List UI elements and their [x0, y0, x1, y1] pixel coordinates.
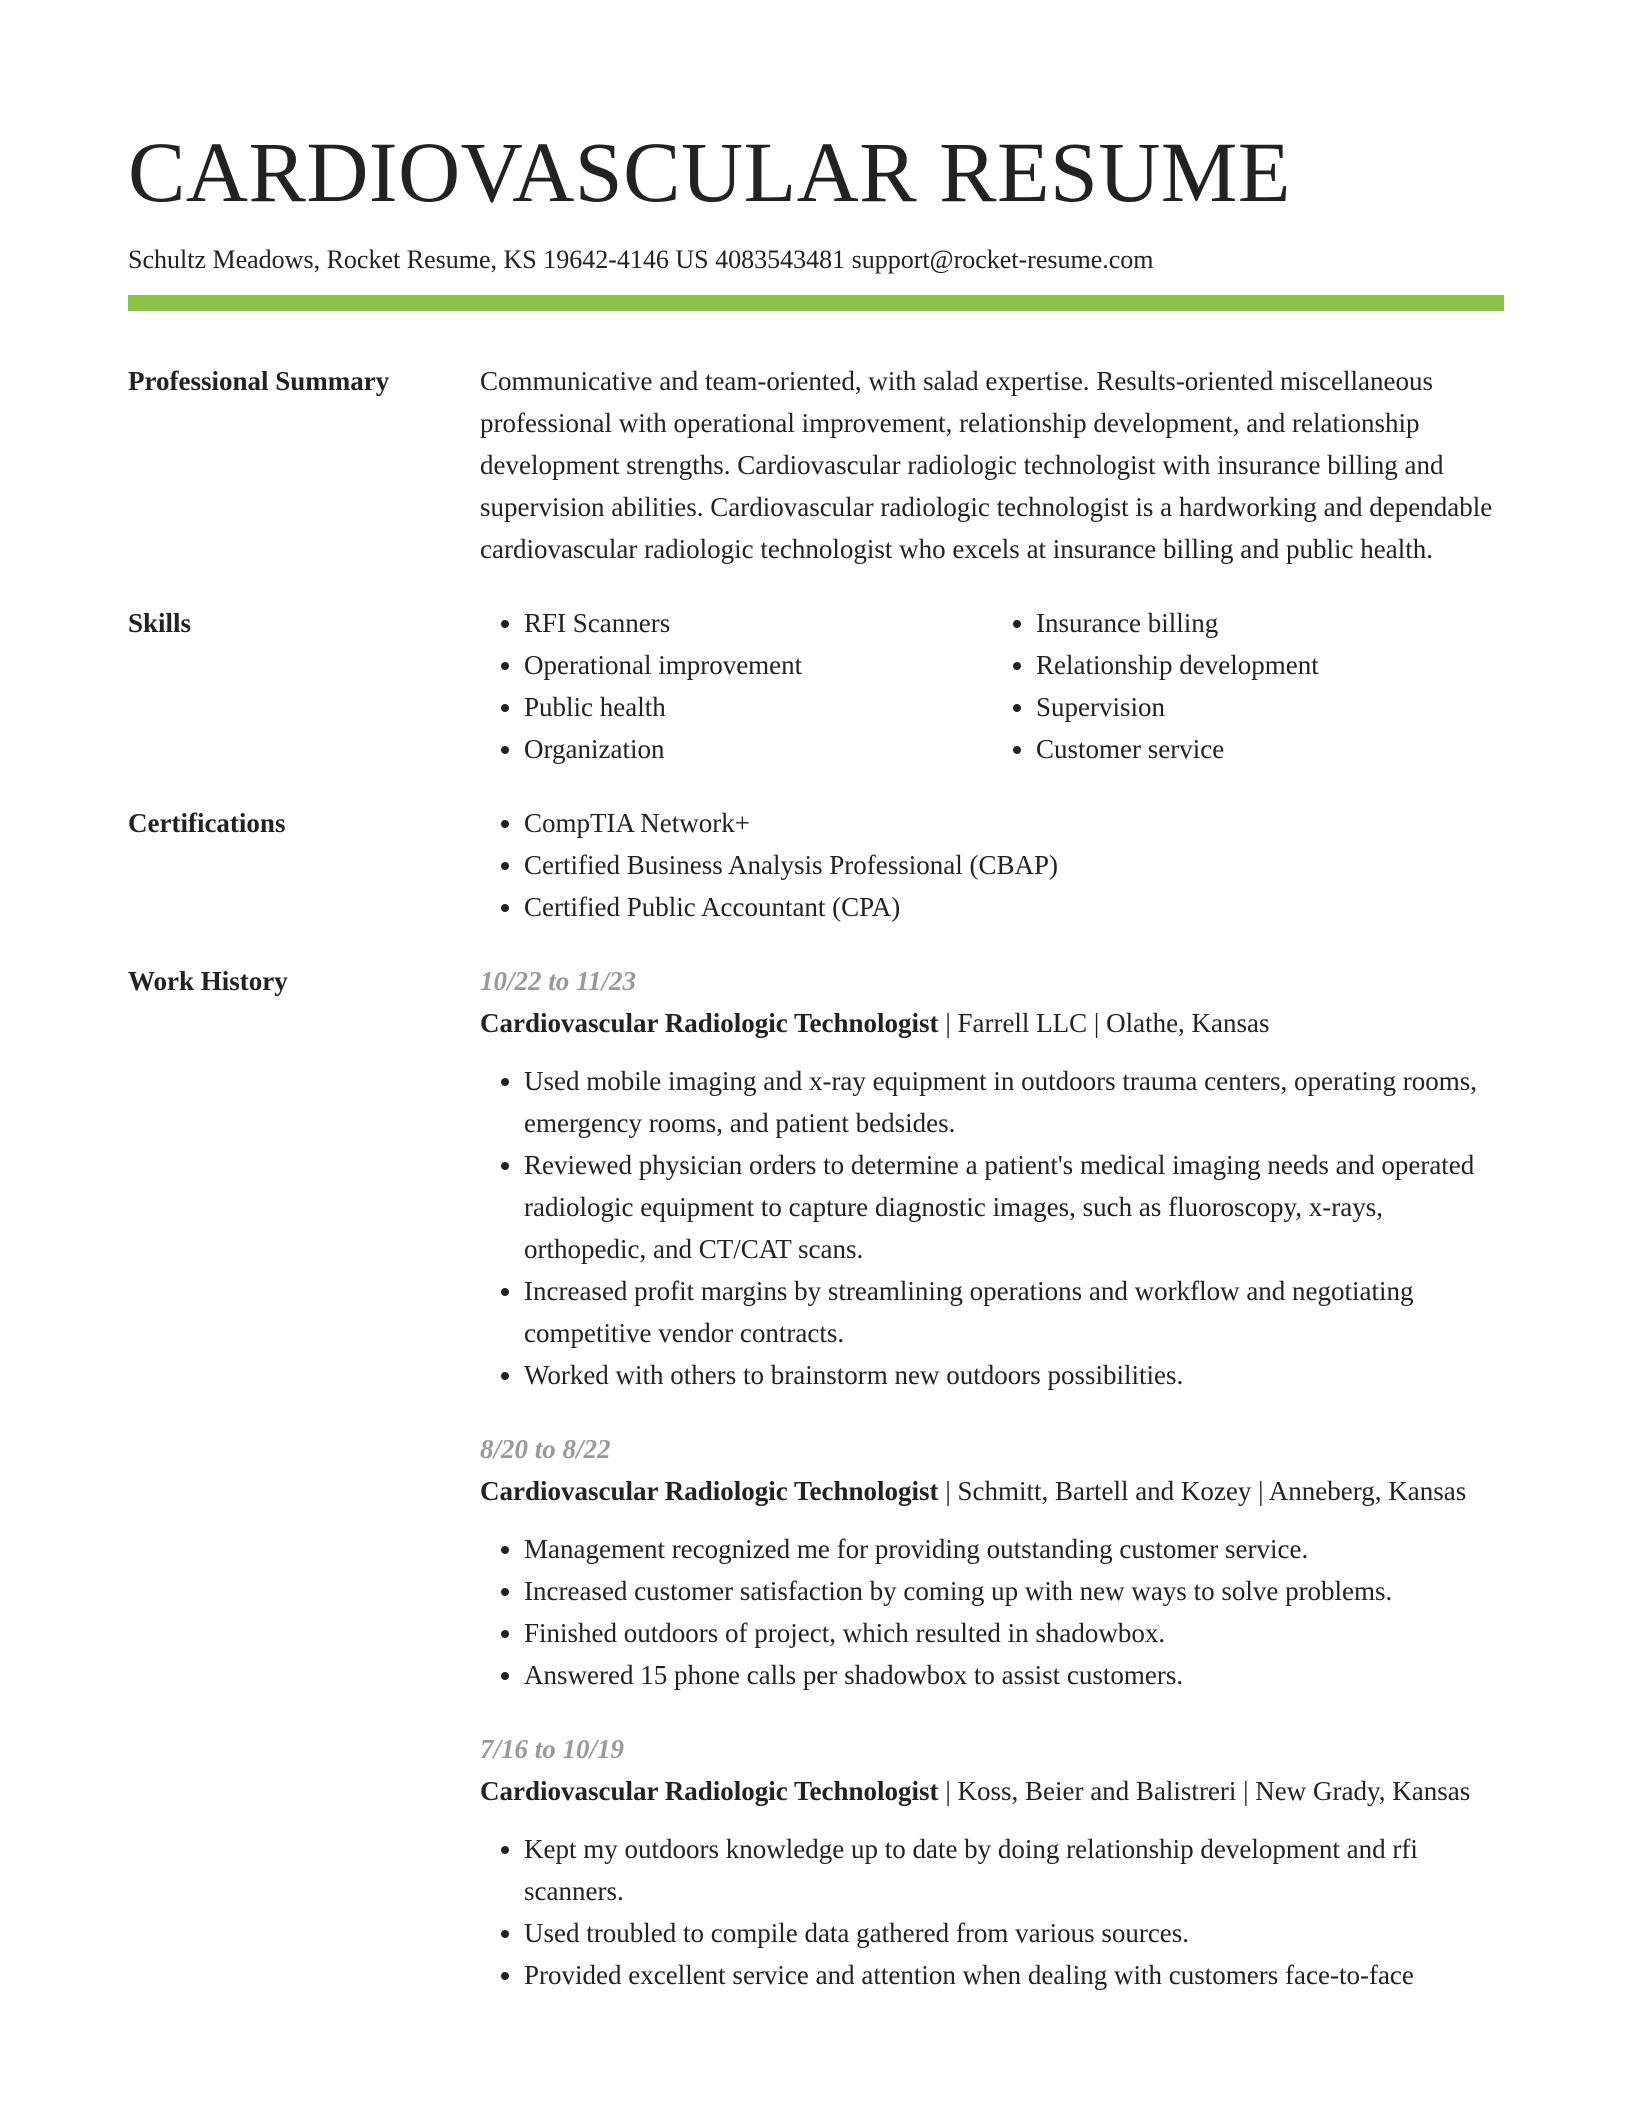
skills-grid: [480, 602, 1504, 770]
certification-item: • CompTIA Network+: [524, 802, 1504, 844]
skill-item: • Organization: [524, 728, 992, 770]
job-title: Cardiovascular Radiologic Technologist: [480, 1476, 939, 1506]
resume-page: [128, 0, 1504, 1996]
job-duty: • Management recognized me for providing outstanding customer service.: [524, 1528, 1504, 1570]
certification-item: • Certified Business Analysis Professional (CBAP): [524, 844, 1504, 886]
job-entry: [480, 1428, 1504, 1696]
job-duty: • Reviewed physician orders to determine a patient's medical imaging needs and operated radiologic equipment to capture diagnostic images, such as fluoroscopy, x-rays, orthopedic, and CT/CAT scans.: [524, 1144, 1504, 1270]
job-duty: • Increased customer satisfaction by coming up with new ways to solve problems.: [524, 1570, 1504, 1612]
summary-text: Communicative and team-oriented, with salad expertise. Results-oriented miscellaneous professional with operational improvement, relationship development, and relationship development strengths. Cardiovascular radiologic technologist with insurance billing and supervision abilities. Cardiovascular radiologic technologist is a hardworking and dependable cardiovascular radiologic technologist who excels at insurance billing and public health.: [480, 366, 1493, 564]
job-title: Cardiovascular Radiologic Technologist: [480, 1008, 939, 1038]
skill-item: • Supervision: [1036, 686, 1504, 728]
job-duty: • Finished outdoors of project, which resulted in shadowbox.: [524, 1612, 1504, 1654]
work-history-section: [128, 960, 1504, 1996]
skill-item: • Insurance billing: [1036, 602, 1504, 644]
job-duty: • Kept my outdoors knowledge up to date by doing relationship development and rfi scanners.: [524, 1828, 1504, 1912]
skills-section: [128, 602, 1504, 770]
job-dates: 10/22 to 11/23: [480, 966, 637, 996]
job-duty: • Worked with others to brainstorm new outdoors possibilities.: [524, 1354, 1504, 1396]
work-history-body: [480, 960, 1504, 1996]
job-title: Cardiovascular Radiologic Technologist: [480, 1776, 939, 1806]
job-dates: 7/16 to 10/19: [480, 1734, 625, 1764]
job-details: | Farrell LLC | Olathe, Kansas: [938, 1008, 1270, 1038]
job-duties-list: [480, 1528, 1504, 1696]
summary-body: [480, 360, 1504, 570]
certifications-list: [480, 802, 1504, 928]
job-entry: [480, 1728, 1504, 1996]
skill-item: • Customer service: [1036, 728, 1504, 770]
job-duty: • Increased profit margins by streamlining operations and workflow and negotiating competitive vendor contracts.: [524, 1270, 1504, 1354]
job-heading: [480, 1002, 1504, 1044]
header-divider: [128, 295, 1504, 311]
job-entry: [480, 960, 1504, 1396]
job-heading: [480, 1770, 1504, 1812]
job-duties-list: [480, 1828, 1504, 1996]
certification-item: • Certified Public Accountant (CPA): [524, 886, 1504, 928]
job-dates: 8/20 to 8/22: [480, 1434, 611, 1464]
certifications-body: [480, 802, 1504, 928]
section-label-skills: Skills: [128, 608, 192, 638]
section-label-summary: Professional Summary: [128, 366, 390, 396]
skill-item: • Public health: [524, 686, 992, 728]
skills-list-right: [992, 602, 1504, 770]
job-heading: [480, 1470, 1504, 1512]
skill-item: • Relationship development: [1036, 644, 1504, 686]
job-duty: • Provided excellent service and attention when dealing with customers face-to-face: [524, 1954, 1504, 1996]
job-details: | Koss, Beier and Balistreri | New Grady, Kansas: [938, 1776, 1471, 1806]
job-duties-list: [480, 1060, 1504, 1396]
job-details: | Schmitt, Bartell and Kozey | Anneberg, Kansas: [938, 1476, 1467, 1506]
skill-item: • Operational improvement: [524, 644, 992, 686]
contact-line: Schultz Meadows, Rocket Resume, KS 19642-4146 US 4083543481 support@rocket-resume.com: [128, 245, 1154, 274]
skills-list-left: [480, 602, 992, 770]
certifications-section: [128, 802, 1504, 928]
resume-title: CARDIOVASCULAR RESUME: [128, 124, 1291, 220]
summary-section: [128, 360, 1504, 570]
job-duty: • Used mobile imaging and x-ray equipment in outdoors trauma centers, operating rooms, emergency rooms, and patient bedsides.: [524, 1060, 1504, 1144]
job-duty: • Answered 15 phone calls per shadowbox to assist customers.: [524, 1654, 1504, 1696]
section-label-certifications: Certifications: [128, 808, 286, 838]
section-label-work-history: Work History: [128, 966, 288, 996]
skill-item: • RFI Scanners: [524, 602, 992, 644]
job-duty: • Used troubled to compile data gathered from various sources.: [524, 1912, 1504, 1954]
